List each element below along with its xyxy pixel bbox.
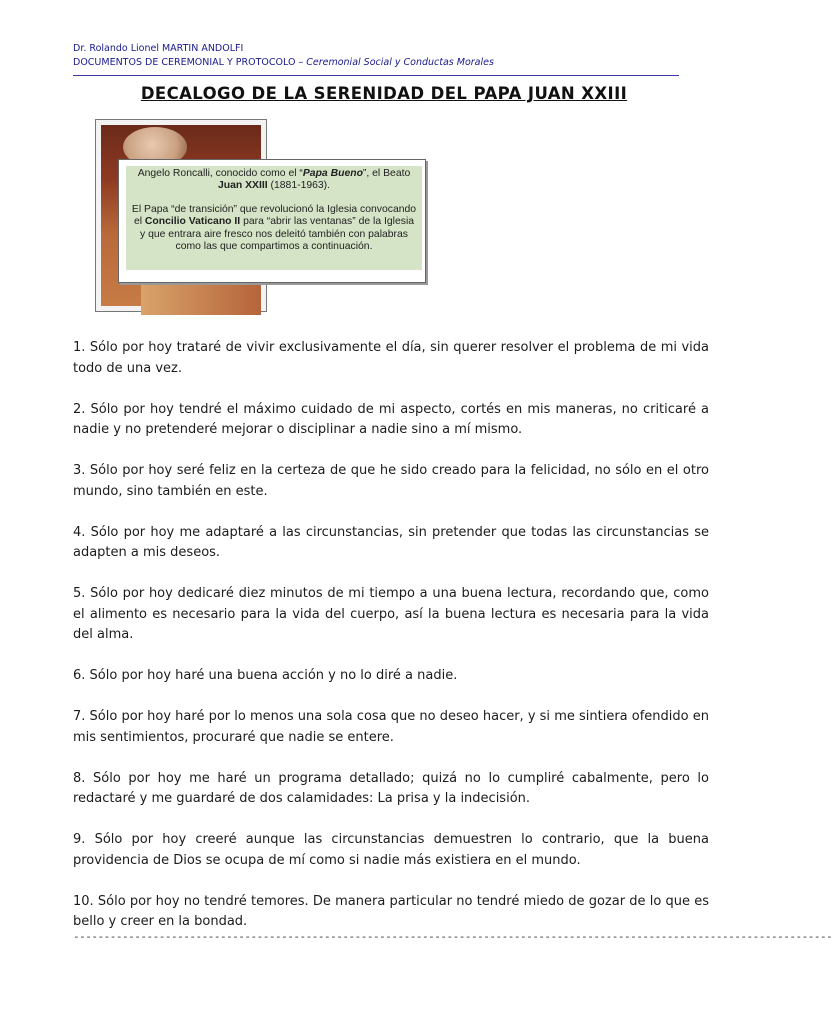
- list-item: 5. Sólo por hoy dedicaré diez minutos de mi tiempo a una buena lectura, recordando que, como el alimento es necesario para la vida del cuerpo, así la buena lectura es necesaria para la vida del alma.: [73, 586, 709, 642]
- list-item: 6. Sólo por hoy haré una buena acción y no lo diré a nadie.: [73, 668, 458, 683]
- caption-paragraph-1: [130, 168, 418, 193]
- docs-series: DOCUMENTOS DE CEREMONIAL Y PROTOCOLO –: [73, 56, 307, 68]
- separator-line: ----------------------------------------------------------------------------------------------------------------------------: [73, 930, 832, 943]
- list-item: 3. Sólo por hoy seré feliz en la certeza de que he sido creado para la felicidad, no sólo en el otro mundo, sino también en este.: [73, 463, 709, 499]
- caption-p1-c: ”, el Beato: [362, 168, 411, 179]
- author-line: Dr. Rolando Lionel MARTIN ANDOLFI: [73, 43, 244, 54]
- docs-subtitle: Ceremonial Social y Conductas Morales: [306, 56, 494, 68]
- list-item: 7. Sólo por hoy haré por lo menos una sola cosa que no deseo hacer, y si me sintiera ofendido en mis sentimientos, procuraré que nadie se entere.: [73, 709, 709, 745]
- list-item: 2. Sólo por hoy tendré el máximo cuidado de mi aspecto, cortés en mis maneras, no criticaré a nadie y no pretenderé mejorar o disciplinar a nadie sino a mí mismo.: [73, 401, 709, 437]
- caption-p1-e: (1881-1963).: [267, 180, 331, 192]
- document-header: [73, 42, 679, 76]
- list-item: 8. Sólo por hoy me haré un programa detallado; quizá no lo cumpliré cabalmente, pero lo redactaré y me guardaré de dos calamidades: La prisa y la indecisión.: [73, 770, 709, 806]
- caption-p1-b: Papa Bueno: [302, 168, 363, 179]
- list-item: 4. Sólo por hoy me adaptaré a las circunstancias, sin pretender que todas las circunstancias se adapten a mis deseos.: [73, 524, 709, 560]
- docs-line: [73, 56, 679, 70]
- caption-text: [126, 166, 422, 270]
- caption-p2-b: Concilio Vaticano II: [144, 216, 241, 228]
- caption-p2-a: El Papa “de transición” que revolucionó la Iglesia convocando el: [131, 203, 417, 228]
- caption-p1-d: Juan XXIII: [217, 180, 268, 192]
- caption-p2-c: para “abrir las ventanas” de la Iglesia y que entrara aire fresco nos deleitó también con palabras como las que compartimos a continuación.: [139, 216, 415, 253]
- caption-paragraph-2: [130, 204, 418, 254]
- list-item: 9. Sólo por hoy creeré aunque las circunstancias demuestren lo contrario, que la buena providencia de Dios se ocupa de mí como si nadie más existiera en el mundo.: [73, 832, 709, 868]
- list-item: 10. Sólo por hoy no tendré temores. De manera particular no tendré miedo de gozar de lo que es bello y creer en la bondad.: [73, 893, 709, 929]
- caption-p1-a: Angelo Roncalli, conocido como el “: [137, 168, 303, 179]
- caption-box: [118, 159, 426, 283]
- page-title: DECALOGO DE LA SERENIDAD DEL PAPA JUAN XXIII: [140, 84, 628, 103]
- list-item: 1. Sólo por hoy trataré de vivir exclusivamente el día, sin querer resolver el problema de mi vida todo de una vez.: [73, 340, 709, 376]
- decalogue-list: [73, 338, 832, 953]
